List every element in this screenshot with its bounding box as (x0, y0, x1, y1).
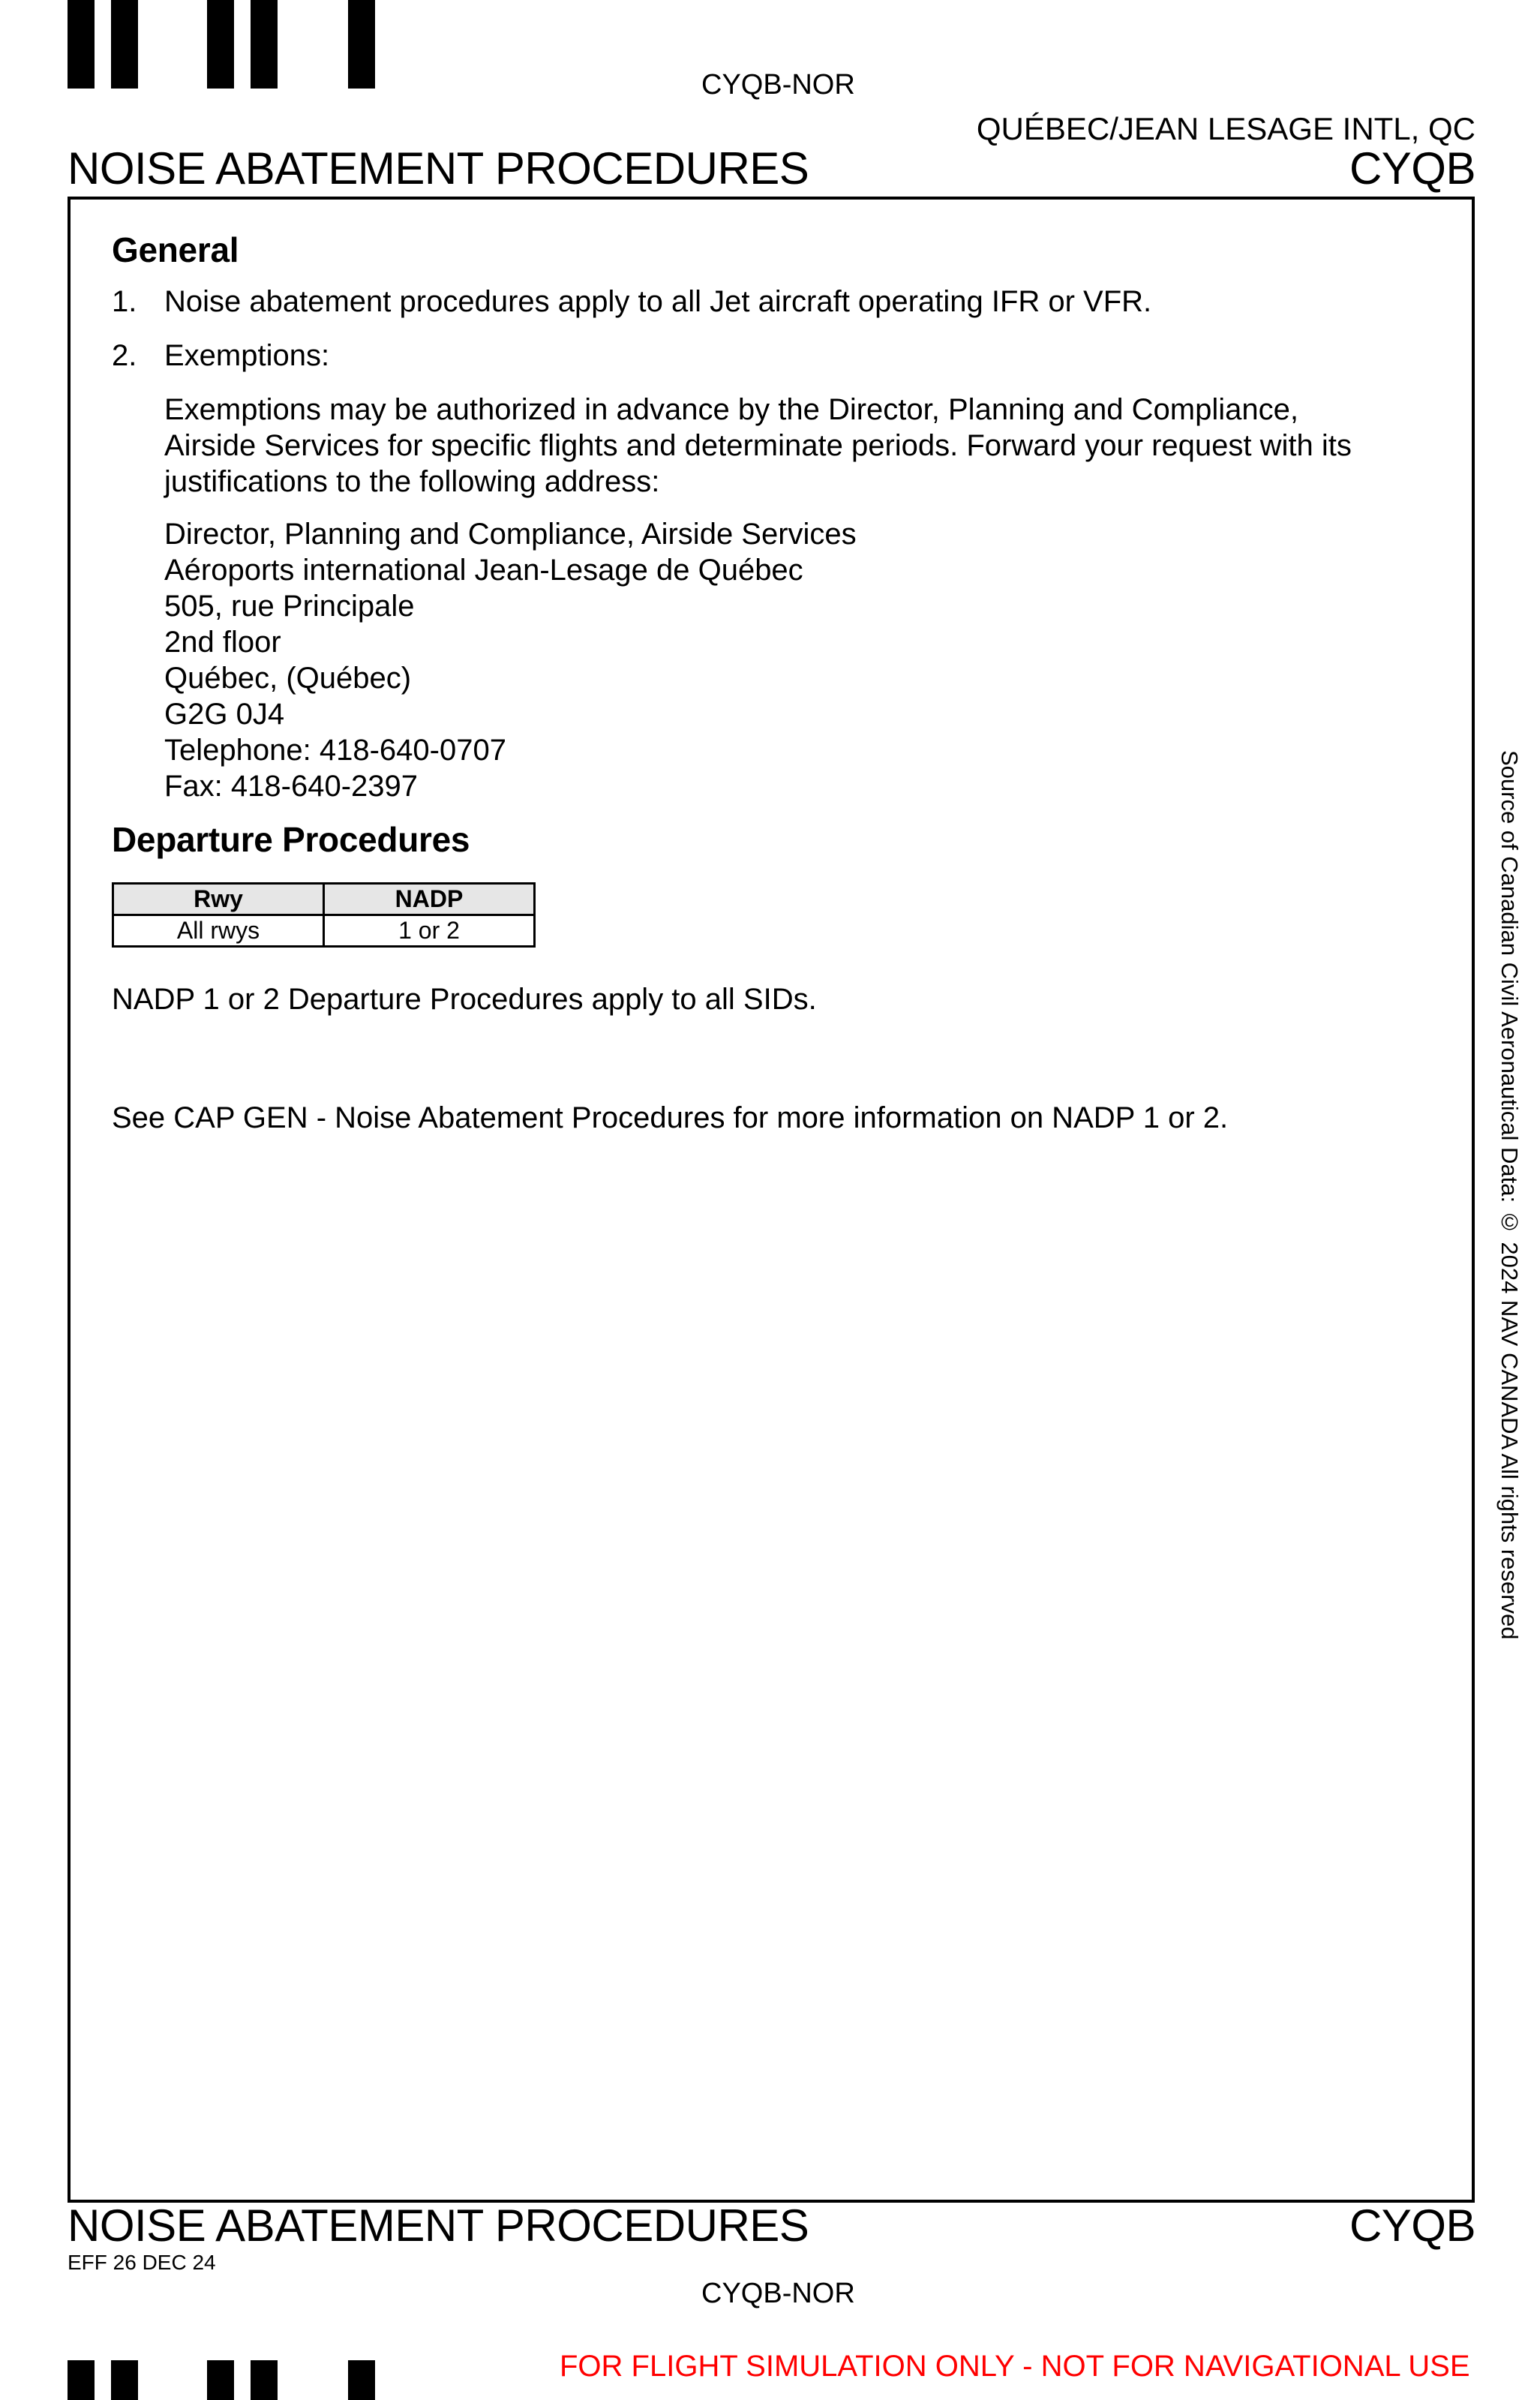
address-line: Director, Planning and Compliance, Airside Services (164, 518, 857, 551)
top-bar-3 (207, 0, 234, 89)
general-item-2-number: 2. (112, 339, 137, 372)
top-bar-1 (68, 0, 95, 89)
address-line: Fax: 418-640-2397 (164, 770, 419, 803)
departure-note-1: NADP 1 or 2 Departure Procedures apply to all SIDs. (112, 983, 817, 1016)
departure-heading: Departure Procedures (112, 820, 470, 859)
address-line: G2G 0J4 (164, 698, 285, 731)
general-heading: General (112, 230, 239, 269)
top-bar-2 (111, 0, 138, 89)
table-row (113, 915, 535, 947)
top-bar-5 (348, 0, 375, 89)
table-header-rwy: Rwy (113, 884, 324, 915)
header-chart-code: CYQB-NOR (701, 69, 855, 101)
exemption-paragraph (164, 392, 1352, 500)
general-item-1-text: Noise abatement procedures apply to all Jet aircraft operating IFR or VFR. (164, 285, 1152, 318)
general-item-2-text: Exemptions: (164, 339, 330, 372)
address-line: Telephone: 418-640-0707 (164, 734, 506, 767)
departure-table (112, 882, 536, 948)
header-title: NOISE ABATEMENT PROCEDURES (68, 143, 809, 194)
bottom-bar-5 (348, 2360, 375, 2400)
address-line: Aéroports international Jean-Lesage de Québec (164, 554, 803, 587)
simulation-notice: FOR FLIGHT SIMULATION ONLY - NOT FOR NAVIGATIONAL USE (560, 2350, 1470, 2383)
table-header-nadp: NADP (324, 884, 535, 915)
table-header-row (113, 884, 535, 915)
table-cell-nadp: 1 or 2 (324, 915, 535, 947)
footer-chart-code: CYQB-NOR (701, 2278, 855, 2309)
general-item-1-number: 1. (112, 285, 137, 318)
header-airport-name: QUÉBEC/JEAN LESAGE INTL, QC (976, 111, 1475, 146)
header-icao: CYQB (1349, 143, 1475, 194)
exemption-line: justifications to the following address: (164, 465, 660, 498)
departure-note-2: See CAP GEN - Noise Abatement Procedures for more information on NADP 1 or 2. (112, 1101, 1229, 1134)
footer-title: NOISE ABATEMENT PROCEDURES (68, 2200, 809, 2251)
address-line: 2nd floor (164, 626, 281, 659)
bottom-bar-4 (251, 2360, 278, 2400)
exemption-address (164, 516, 857, 804)
bottom-bar-2 (111, 2360, 138, 2400)
bottom-bar-1 (68, 2360, 95, 2400)
bottom-bar-3 (207, 2360, 234, 2400)
copyright-side-note: Source of Canadian Civil Aeronautical Data: © 2024 NAV CANADA All rights reserved (1496, 750, 1523, 1640)
exemption-line: Exemptions may be authorized in advance by the Director, Planning and Compliance, (164, 393, 1298, 426)
footer-effective-date: EFF 26 DEC 24 (68, 2251, 216, 2274)
address-line: 505, rue Principale (164, 590, 415, 623)
address-line: Québec, (Québec) (164, 662, 412, 695)
exemption-line: Airside Services for specific flights and determinate periods. Forward your request with its (164, 429, 1352, 462)
top-bar-4 (251, 0, 278, 89)
footer-icao: CYQB (1349, 2200, 1475, 2251)
table-cell-rwy: All rwys (113, 915, 324, 947)
